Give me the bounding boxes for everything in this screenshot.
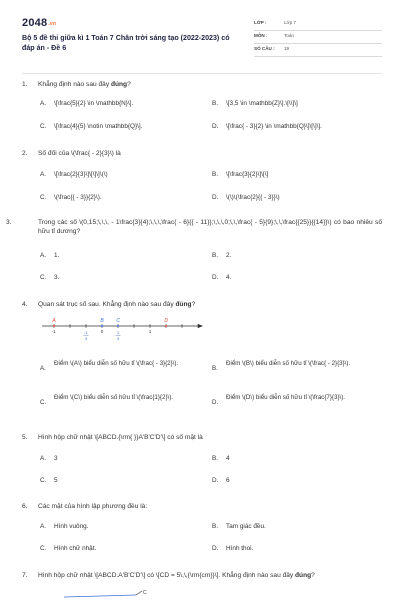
option-d[interactable]: D. Hình thoi. <box>212 545 254 552</box>
point-marker <box>165 325 167 327</box>
arrow-head-icon <box>198 324 203 328</box>
vertex-label-c: C <box>143 590 147 596</box>
question-2 <box>22 150 382 159</box>
info-key: LỚP : <box>254 20 267 25</box>
question-6 <box>22 503 382 512</box>
info-panel <box>254 18 382 57</box>
question-prompt: 2. Số đối của \(\frac{ - 2}{3}\) là <box>22 150 121 157</box>
question-1 <box>22 81 382 90</box>
info-value: 19 <box>284 46 290 51</box>
question-7 <box>22 572 382 581</box>
option-b[interactable]: B. Điểm \(B\) biểu diễn số hữu tỉ \(\frac{ - 2}{3}\). <box>212 360 351 372</box>
tick-labels <box>52 329 152 341</box>
option-c[interactable]: C. Hình chữ nhật. <box>40 545 97 552</box>
point-marker <box>101 325 103 327</box>
point-labels <box>51 318 168 327</box>
question-5 <box>22 434 382 443</box>
point-label: A <box>52 318 56 324</box>
info-row-subject <box>254 31 382 44</box>
number-line-svg <box>38 316 208 350</box>
option-b[interactable]: B. 2. <box>212 252 232 259</box>
tick-label: -1 <box>51 329 56 334</box>
question-prompt: 7. Hình hộp chữ nhật \[ABCD.A'B'C'D'\] có \[CD = 5\,\,{\rm{cm}}\]. Khẳng định nào sau đây đúng? <box>22 572 315 579</box>
option-c[interactable]: C. 5 <box>40 477 58 484</box>
fraction-denominator: 3 <box>116 336 120 341</box>
option-c[interactable]: C. 3. <box>40 274 60 281</box>
option-b[interactable]: B. \[\frac{3}{2}\]\[\] <box>212 171 269 178</box>
point-marker <box>53 325 55 327</box>
option-d[interactable]: D. \[\frac{ - 3}{2} \in \mathbb{Q}\]\[\]\]. <box>212 123 322 130</box>
document-header <box>22 14 382 66</box>
option-a[interactable]: A. Hình vuông. <box>40 523 89 530</box>
option-d[interactable]: D. \(\)\(\frac{2}{{ - 3}}\) <box>212 194 280 201</box>
fraction-denominator: 3 <box>84 336 88 341</box>
option-c[interactable]: C. \(\frac{{ - 3}}{2}\). <box>40 194 102 201</box>
info-key: MÔN : <box>254 33 268 38</box>
option-a[interactable]: A. 1. <box>40 252 60 259</box>
point-label: D <box>164 318 169 324</box>
fraction-numerator: 1 <box>116 330 120 335</box>
point-marker <box>117 325 119 327</box>
cuboid-edge <box>136 591 142 595</box>
question-4 <box>22 301 382 310</box>
header-divider <box>22 73 382 74</box>
number-line-figure <box>38 316 208 350</box>
question-prompt: 5. Hình hộp chữ nhật \[ABCD.{\rm{ }}A'B'C'D'\] có số mặt là <box>22 434 203 441</box>
info-row-grade <box>254 18 382 31</box>
point-label: C <box>116 318 121 324</box>
info-row-count <box>254 44 382 57</box>
info-value: Toán <box>284 33 294 38</box>
option-b[interactable]: B. \[3,5 \in \mathbb{Z}\].\[\\]\] <box>212 100 298 107</box>
cuboid-edge <box>64 595 136 597</box>
option-b[interactable]: B. 4 <box>212 455 230 462</box>
question-prompt: 3. Trong các số \(0,15;\,\,\, - 1\frac{3}{4};\,\,\,\frac{ - 6}{{ - 11}};\,\,\,0;\,\,\frac{ - 5}{9};\,\,\frac{{25}}{{14}}\) có bao nhiêu số hữu tỉ dương? <box>6 219 382 235</box>
question-prompt: 4. Quan sát trục số sau. Khẳng định nào sau đây đúng? <box>22 301 196 308</box>
option-a[interactable]: A. \[\frac{2}{3}\]\[\]\]\(\) <box>40 171 108 178</box>
option-d[interactable]: D. 4. <box>212 274 232 281</box>
info-value: Lớp 7 <box>284 20 296 25</box>
info-key: SỐ CÂU : <box>254 46 275 51</box>
question-prompt: 1. Khẳng định nào sau đây đúng? <box>22 81 131 88</box>
option-a[interactable]: A. 3 <box>40 455 58 462</box>
option-b[interactable]: B. Tam giác đều. <box>212 523 266 530</box>
point-label: B <box>100 318 104 324</box>
option-a[interactable]: A. Điểm \(A\) biểu diễn số hữu tỉ \(\frac{ - 3}{2}\). <box>40 360 179 372</box>
option-c[interactable]: C. \[\frac{4}{5} \notin \mathbb{Q}\]. <box>40 123 143 130</box>
cuboid-svg <box>56 588 166 600</box>
option-a[interactable]: A. \[\frac{5}{2} \in \mathbb{N}\]. <box>40 100 134 107</box>
option-d[interactable]: D. Điểm \(D\) biểu diễn số hữu tỉ \(\frac{7}{3}\). <box>212 394 346 406</box>
fraction-numerator: -1 <box>83 330 88 335</box>
tick-label: 0 <box>100 329 104 334</box>
site-logo[interactable]: 2048.vn <box>22 17 57 29</box>
cuboid-figure <box>56 588 166 600</box>
option-d[interactable]: D. 6 <box>212 477 230 484</box>
tick-label: 1 <box>148 329 152 334</box>
question-prompt: 6. Các mặt của hình lập phương đều là: <box>22 503 148 510</box>
option-c[interactable]: C. Điểm \(C\) biểu diễn số hữu tỉ \(\frac{1}{2}\). <box>40 394 174 406</box>
question-3 <box>6 219 382 237</box>
document-title: Bộ 5 đề thi giữa kì 1 Toán 7 Chân trời sáng tạo (2022-2023) có đáp án - Đề 6 <box>22 34 230 52</box>
